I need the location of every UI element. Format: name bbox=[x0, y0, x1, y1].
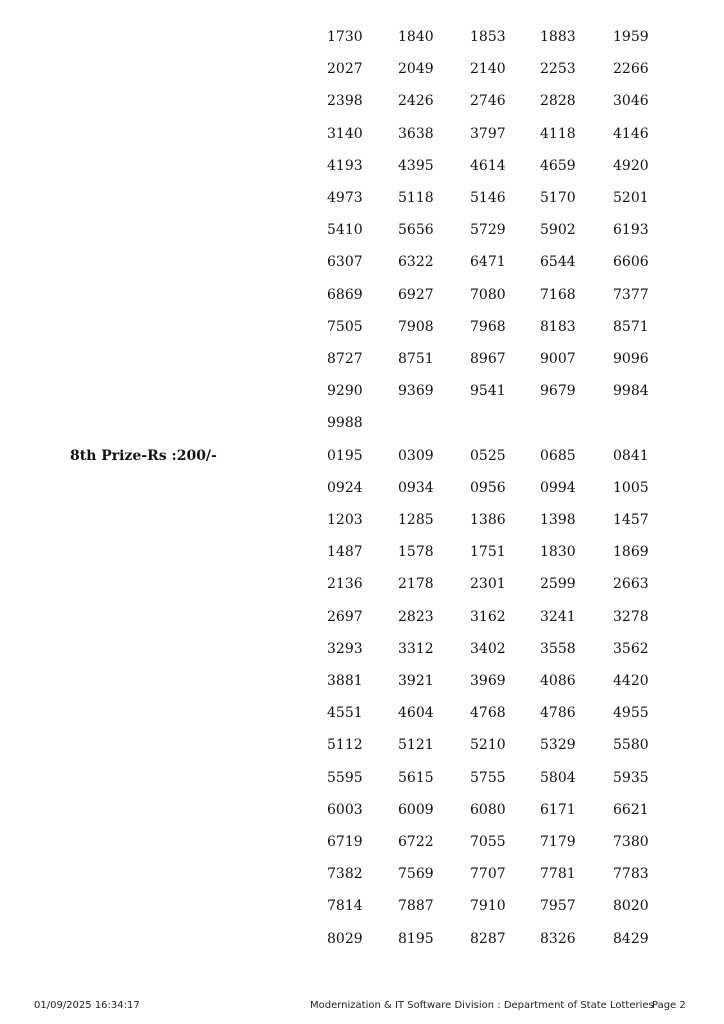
ticket-number: 7783 bbox=[613, 866, 649, 883]
ticket-number: 3046 bbox=[613, 93, 649, 110]
ticket-number: 6471 bbox=[470, 254, 506, 271]
ticket-number: 3241 bbox=[540, 608, 576, 625]
ticket-number: 6080 bbox=[470, 801, 506, 818]
footer-page-number: Page 2 bbox=[652, 1000, 686, 1011]
ticket-number: 7382 bbox=[327, 866, 363, 883]
ticket-number: 1830 bbox=[540, 544, 576, 561]
ticket-number: 1203 bbox=[327, 512, 363, 528]
ticket-number: 5902 bbox=[540, 222, 576, 239]
ticket-number: 7814 bbox=[327, 898, 363, 915]
ticket-number: 1386 bbox=[470, 512, 506, 528]
prize-label: 8th Prize-Rs :200/- bbox=[70, 447, 217, 464]
ticket-number: 6927 bbox=[398, 286, 434, 303]
ticket-number: 4395 bbox=[398, 157, 434, 174]
ticket-number: 6307 bbox=[327, 254, 363, 271]
ticket-number: 3921 bbox=[398, 673, 434, 689]
ticket-number: 5210 bbox=[470, 737, 506, 754]
ticket-number: 4604 bbox=[398, 705, 434, 722]
ticket-number: 3312 bbox=[398, 640, 434, 657]
ticket-number: 5804 bbox=[540, 769, 576, 786]
ticket-number: 5935 bbox=[613, 769, 649, 786]
ticket-number: 3797 bbox=[470, 125, 506, 142]
ticket-number: 3278 bbox=[613, 608, 649, 625]
ticket-number: 2746 bbox=[470, 93, 506, 110]
ticket-number: 7910 bbox=[470, 898, 506, 915]
ticket-number: 5170 bbox=[540, 190, 576, 206]
ticket-number: 5329 bbox=[540, 737, 576, 754]
ticket-number: 1487 bbox=[327, 544, 363, 561]
ticket-number: 8429 bbox=[613, 930, 649, 947]
ticket-number: 0195 bbox=[327, 447, 363, 464]
ticket-number: 1005 bbox=[613, 479, 649, 496]
ticket-number: 3558 bbox=[540, 640, 576, 657]
ticket-number: 4768 bbox=[470, 705, 506, 722]
ticket-number: 7080 bbox=[470, 286, 506, 303]
ticket-number: 7968 bbox=[470, 318, 506, 335]
ticket-number: 1853 bbox=[470, 29, 506, 45]
ticket-number: 6322 bbox=[398, 254, 434, 271]
ticket-number: 2253 bbox=[540, 61, 576, 78]
ticket-number: 6606 bbox=[613, 254, 649, 271]
ticket-number: 7781 bbox=[540, 866, 576, 883]
ticket-number: 7569 bbox=[398, 866, 434, 883]
ticket-number: 1869 bbox=[613, 544, 649, 561]
ticket-number: 2828 bbox=[540, 93, 576, 110]
ticket-number: 2027 bbox=[327, 61, 363, 78]
ticket-number: 4420 bbox=[613, 673, 649, 689]
ticket-number: 1578 bbox=[398, 544, 434, 561]
ticket-number: 6003 bbox=[327, 801, 363, 818]
ticket-number: 2301 bbox=[470, 576, 506, 593]
ticket-number: 1959 bbox=[613, 29, 649, 45]
ticket-number: 3402 bbox=[470, 640, 506, 657]
ticket-number: 5755 bbox=[470, 769, 506, 786]
ticket-number: 3881 bbox=[327, 673, 363, 689]
footer-division: Modernization & IT Software Division : Department of State Lotteries bbox=[310, 1000, 654, 1011]
ticket-number: 0685 bbox=[540, 447, 576, 464]
ticket-number: 4659 bbox=[540, 157, 576, 174]
ticket-number: 4786 bbox=[540, 705, 576, 722]
ticket-number: 5580 bbox=[613, 737, 649, 754]
ticket-number: 9679 bbox=[540, 383, 576, 400]
ticket-number: 8287 bbox=[470, 930, 506, 947]
ticket-number: 2663 bbox=[613, 576, 649, 593]
ticket-number: 4973 bbox=[327, 190, 363, 206]
ticket-number: 2697 bbox=[327, 608, 363, 625]
ticket-number: 2266 bbox=[613, 61, 649, 78]
ticket-number: 7377 bbox=[613, 286, 649, 303]
ticket-number: 7179 bbox=[540, 834, 576, 850]
ticket-number: 3638 bbox=[398, 125, 434, 142]
ticket-number: 7887 bbox=[398, 898, 434, 915]
ticket-number: 4920 bbox=[613, 157, 649, 174]
ticket-number: 3162 bbox=[470, 608, 506, 625]
ticket-number: 6722 bbox=[398, 834, 434, 850]
ticket-number: 6193 bbox=[613, 222, 649, 239]
ticket-number: 0956 bbox=[470, 479, 506, 496]
ticket-number: 4118 bbox=[540, 125, 576, 142]
ticket-number: 7707 bbox=[470, 866, 506, 883]
ticket-number: 9007 bbox=[540, 351, 576, 367]
ticket-number: 4551 bbox=[327, 705, 363, 722]
ticket-number: 5595 bbox=[327, 769, 363, 786]
ticket-number: 3293 bbox=[327, 640, 363, 657]
ticket-number: 7055 bbox=[470, 834, 506, 850]
ticket-number: 5410 bbox=[327, 222, 363, 239]
ticket-number: 2136 bbox=[327, 576, 363, 593]
ticket-number: 8020 bbox=[613, 898, 649, 915]
ticket-number: 3140 bbox=[327, 125, 363, 142]
ticket-number: 6719 bbox=[327, 834, 363, 850]
ticket-number: 0994 bbox=[540, 479, 576, 496]
ticket-number: 2178 bbox=[398, 576, 434, 593]
ticket-number: 7168 bbox=[540, 286, 576, 303]
ticket-number: 2398 bbox=[327, 93, 363, 110]
ticket-number: 1751 bbox=[470, 544, 506, 561]
ticket-number: 9984 bbox=[613, 383, 649, 400]
ticket-number: 9369 bbox=[398, 383, 434, 400]
ticket-number: 5615 bbox=[398, 769, 434, 786]
ticket-number: 6544 bbox=[540, 254, 576, 271]
ticket-number: 1457 bbox=[613, 512, 649, 528]
ticket-number: 0309 bbox=[398, 447, 434, 464]
ticket-number: 2049 bbox=[398, 61, 434, 78]
ticket-number: 4614 bbox=[470, 157, 506, 174]
ticket-number: 8751 bbox=[398, 351, 434, 367]
ticket-number: 9096 bbox=[613, 351, 649, 367]
ticket-number: 3969 bbox=[470, 673, 506, 689]
ticket-number: 7908 bbox=[398, 318, 434, 335]
ticket-number: 8029 bbox=[327, 930, 363, 947]
ticket-number: 1883 bbox=[540, 29, 576, 45]
ticket-number: 0841 bbox=[613, 447, 649, 464]
ticket-number: 4955 bbox=[613, 705, 649, 722]
ticket-number: 0934 bbox=[398, 479, 434, 496]
ticket-number: 5656 bbox=[398, 222, 434, 239]
footer-timestamp: 01/09/2025 16:34:17 bbox=[34, 1000, 140, 1011]
ticket-number: 4146 bbox=[613, 125, 649, 142]
ticket-number: 8326 bbox=[540, 930, 576, 947]
ticket-number: 7505 bbox=[327, 318, 363, 335]
ticket-number: 9541 bbox=[470, 383, 506, 400]
ticket-number: 6621 bbox=[613, 801, 649, 818]
ticket-number: 6869 bbox=[327, 286, 363, 303]
ticket-number: 2823 bbox=[398, 608, 434, 625]
ticket-number: 8727 bbox=[327, 351, 363, 367]
ticket-number: 7957 bbox=[540, 898, 576, 915]
ticket-number: 4193 bbox=[327, 157, 363, 174]
ticket-number: 6009 bbox=[398, 801, 434, 818]
ticket-number: 9290 bbox=[327, 383, 363, 400]
ticket-number: 1398 bbox=[540, 512, 576, 528]
ticket-number: 0924 bbox=[327, 479, 363, 496]
ticket-number: 3562 bbox=[613, 640, 649, 657]
ticket-number: 8571 bbox=[613, 318, 649, 335]
ticket-number: 5112 bbox=[327, 737, 363, 754]
ticket-number: 6171 bbox=[540, 801, 576, 818]
ticket-number: 2426 bbox=[398, 93, 434, 110]
ticket-number: 5729 bbox=[470, 222, 506, 239]
ticket-number: 8183 bbox=[540, 318, 576, 335]
ticket-number: 1730 bbox=[327, 29, 363, 45]
ticket-number: 9988 bbox=[327, 415, 363, 432]
ticket-number: 5118 bbox=[398, 190, 434, 206]
ticket-number: 7380 bbox=[613, 834, 649, 850]
ticket-number: 1840 bbox=[398, 29, 434, 45]
ticket-number: 5201 bbox=[613, 190, 649, 206]
ticket-number: 0525 bbox=[470, 447, 506, 464]
ticket-number: 5121 bbox=[398, 737, 434, 754]
ticket-number: 8195 bbox=[398, 930, 434, 947]
ticket-number: 1285 bbox=[398, 512, 434, 528]
ticket-number: 2599 bbox=[540, 576, 576, 593]
ticket-number: 2140 bbox=[470, 61, 506, 78]
ticket-number: 8967 bbox=[470, 351, 506, 367]
ticket-number: 4086 bbox=[540, 673, 576, 689]
ticket-number: 5146 bbox=[470, 190, 506, 206]
